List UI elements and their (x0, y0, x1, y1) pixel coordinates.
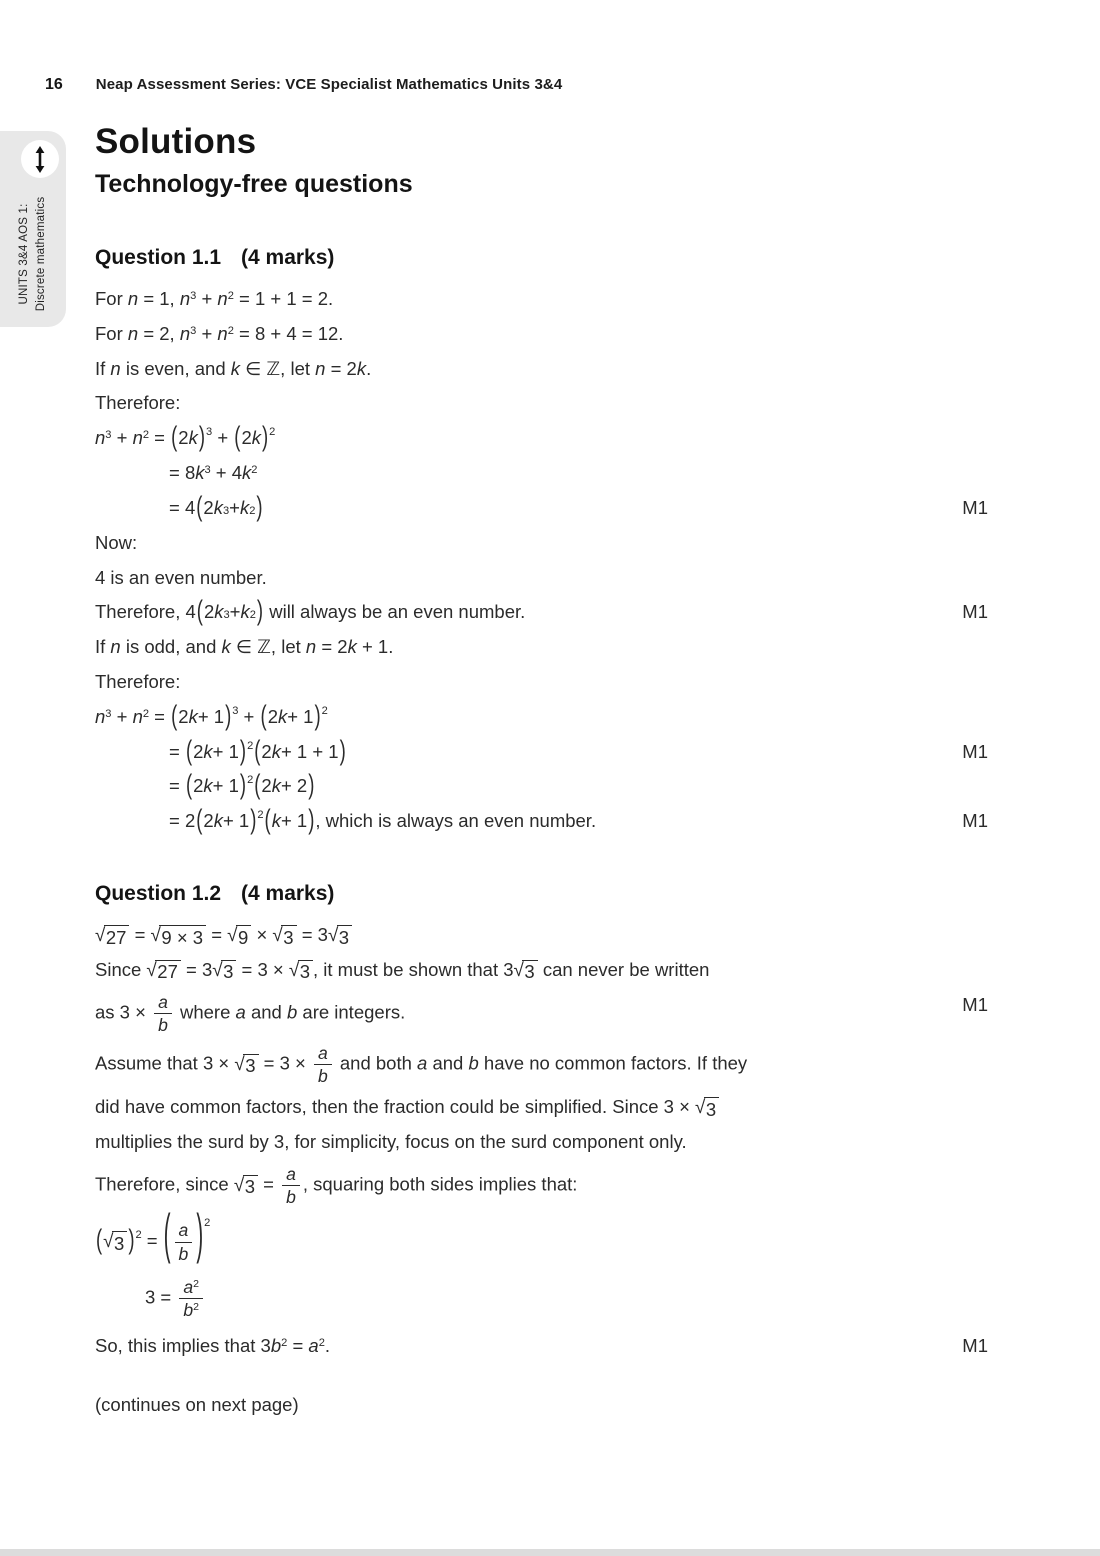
solution-line (95, 992, 988, 1035)
mark-label: M1 (962, 740, 988, 762)
bottom-bar (0, 1549, 1100, 1556)
solution-line (95, 634, 988, 661)
question-heading (95, 246, 988, 270)
page-title: Solutions (95, 122, 257, 161)
math-content: = $8k^3 + 4k^2$ (169, 462, 258, 484)
math-content: Therefore: (95, 392, 181, 414)
math-content: = 2 ( 2 k + 1 ) $^2$ ( k + 1 ) , which is always an even number. (169, 803, 597, 835)
math-content: So, this implies that $3b^2 = a^2$. (95, 1335, 331, 1357)
math-content: √ 27 = √ 9 × 3 = √ 9 × √ 3 = 3 √ 3 (95, 922, 988, 949)
page-subtitle: Technology-free questions (95, 170, 413, 198)
math-content: 3 = $\frac{a^2}{b^2}$ (95, 1277, 988, 1320)
solution-line (95, 768, 988, 801)
math-content: as 3 × $\frac{a}{b}$ where a and b are integers. (95, 991, 406, 1035)
solution-line (95, 669, 988, 696)
solution-line (95, 803, 988, 835)
mark-label: M1 (962, 601, 988, 623)
solution-line (95, 1392, 988, 1419)
solution-line (95, 1094, 988, 1121)
side-tab (0, 131, 66, 327)
math-content: multiplies the surd by 3, for simplicity, focus on the surd component only. (95, 1131, 687, 1153)
math-content: If n is odd, and k ∈ ℤ, let n = 2k + 1. (95, 636, 394, 658)
mark-label: M1 (962, 1335, 988, 1357)
solution-lines (95, 922, 988, 1419)
math-content: Therefore, 4 ( 2 k 3 + k 2 ) will always be an even number. (95, 594, 526, 627)
solution-line (95, 1129, 988, 1156)
solution-line (95, 530, 988, 557)
solution-line (95, 733, 988, 766)
solution-line (95, 490, 988, 522)
math-content: If n is even, and k ∈ ℤ, let n = 2k. (95, 357, 372, 379)
math-content: $n^3 + n^2$ = ( 2 k ) $^3$ + ( 2 k ) $^2$ (95, 420, 276, 452)
side-tab-label (16, 197, 51, 312)
solution-line (95, 390, 988, 417)
math-content: Therefore: (95, 670, 181, 692)
side-tab-line1: UNITS 3&4 AOS 1: (17, 203, 30, 305)
question-number: Question 1.1 (95, 246, 222, 269)
solution-line (95, 922, 988, 949)
mark-label: M1 (962, 496, 988, 518)
math-content: For n = 2, $n^3 + n^2 = 8 + 4 = 12$. (95, 322, 344, 344)
math-content: $n^3 + n^2$ = ( 2 k + 1 ) $^3$ + ( 2 k + 1 ) $^2$ (95, 698, 328, 731)
solution-line (95, 460, 988, 487)
math-content: Assume that 3 × √ 3 = 3 × $\frac{a}{b}$ and both a and b have no common factors. If they (95, 1043, 748, 1087)
question-number: Question 1.2 (95, 882, 222, 905)
up-down-arrow-icon (21, 140, 59, 178)
solution-line (95, 286, 988, 313)
math-content: = ( 2 k + 1 ) $^2$ ( 2 k + 1 + 1 ) (169, 733, 346, 766)
solution-line (95, 565, 988, 592)
math-content: Since √ 27 = 3 √ 3 = 3 × √ 3 , it must be shown that 3 √ 3 can never be written (95, 958, 710, 983)
question-marks: (4 marks) (241, 246, 335, 269)
solution-line (95, 321, 988, 348)
math-content: For n = 1, $n^3 + n^2 = 1 + 1 = 2$. (95, 288, 334, 309)
math-content: ( √ 3 ) $^2$ = ( $\frac{a}{b}$ ) $^2$ (96, 1206, 211, 1266)
solution-line (95, 356, 988, 383)
header-title: Neap Assessment Series: VCE Specialist Mathematics Units 3&4 (95, 76, 563, 93)
solution-line (95, 1277, 988, 1320)
mark-label: M1 (962, 993, 988, 1015)
solution-lines (95, 286, 988, 835)
page-header (45, 76, 562, 94)
solutions-content (95, 122, 988, 1427)
solution-line (95, 1164, 988, 1207)
math-content: (continues on next page) (95, 1394, 299, 1416)
solution-line (95, 594, 988, 627)
math-content: Therefore, since √ 3 = $\frac{a}{b}$ , squaring both sides implies that: (95, 1164, 578, 1208)
question-heading (95, 882, 988, 906)
math-content: Now: (95, 531, 138, 553)
solution-line (95, 1333, 988, 1360)
math-content: did have common factors, then the fraction could be simplified. Since 3 × √ 3 (95, 1094, 988, 1121)
math-content: = ( 2 k + 1 ) $^2$ ( 2 k + 2 ) (169, 768, 315, 801)
math-content: = 4 ( 2 k 3 + k 2 ) (169, 490, 263, 522)
side-tab-line2: Discrete mathematics (35, 196, 47, 312)
solution-line (95, 1043, 988, 1086)
math-content: 4 is an even number. (95, 566, 267, 588)
mark-label: M1 (962, 810, 988, 832)
question-1-1-section (95, 246, 988, 835)
page-number: 16 (45, 76, 63, 93)
question-1-2-section (95, 882, 988, 1419)
question-marks: (4 marks) (241, 882, 335, 905)
solution-line (95, 1206, 988, 1266)
solution-line (95, 698, 988, 731)
solution-line (95, 420, 988, 452)
solution-line (95, 957, 988, 984)
